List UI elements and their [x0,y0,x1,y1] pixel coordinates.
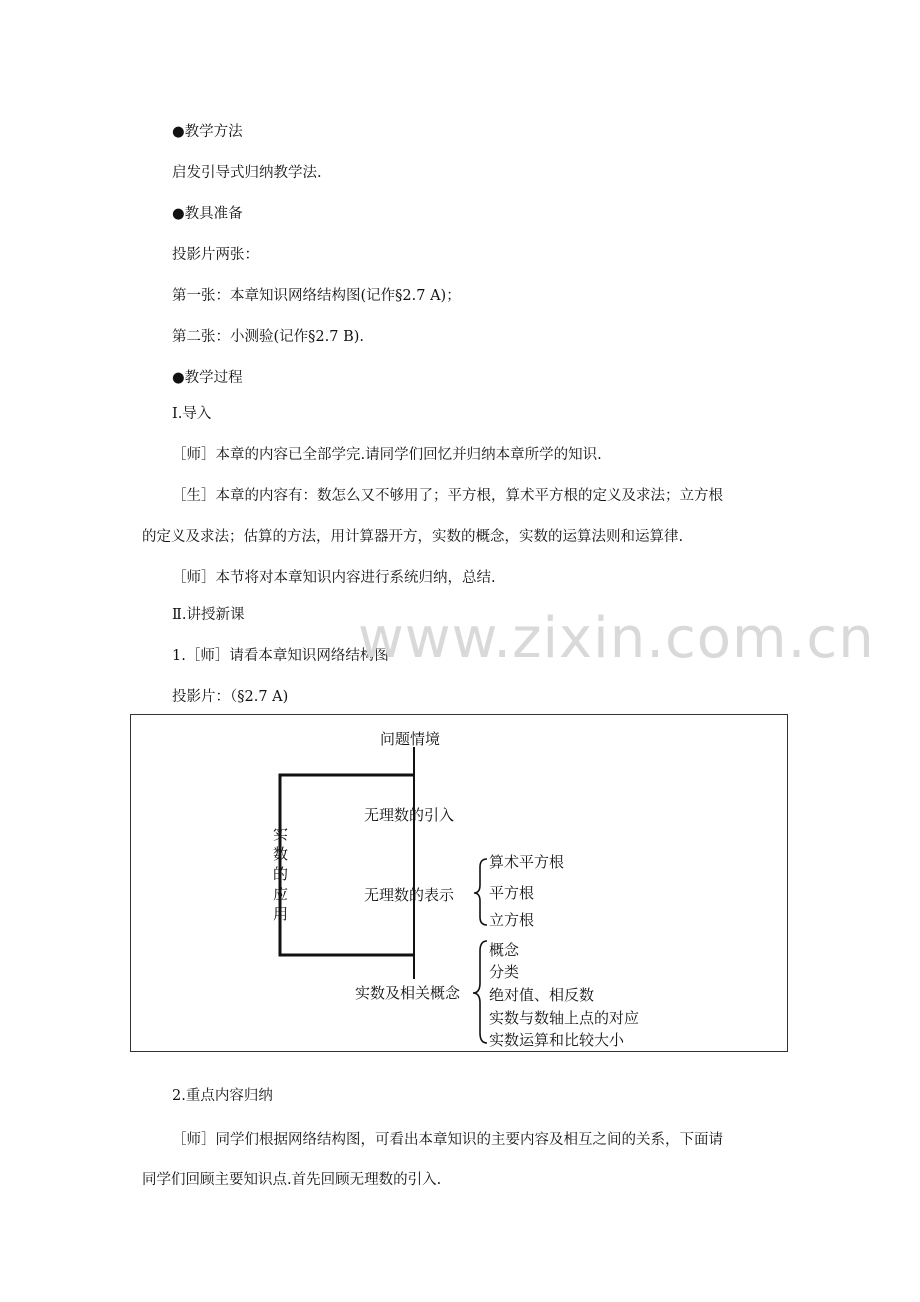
text-line: 第二张：小测验(记作§2.7 B). [172,329,364,345]
text-line: 启发引导式归纳教学法. [172,165,322,181]
side-label-char: 用 [273,905,289,923]
node-irrational-repr: 无理数的表示 [364,886,455,904]
concept-item: 概念 [489,941,520,959]
concept-item: 分类 [489,963,520,981]
text-line: 1.［师］请看本章知识网络结构图 [172,648,389,664]
side-label-char: 实 [273,825,289,843]
side-label-char: 数 [273,845,289,863]
text-line: ［师］同学们根据网络结构图，可看出本章知识的主要内容及相互之间的关系，下面请 [172,1132,723,1148]
brace-concepts [473,941,487,1043]
heading-teaching-tools: ●教具准备 [172,206,243,222]
node-problem-situation: 问题情境 [380,730,441,748]
node-irrational-intro: 无理数的引入 [364,806,455,824]
text-line: ［师］本节将对本章知识内容进行系统归纳，总结. [172,570,496,586]
text-line: ［生］本章的内容有：数怎么又不够用了；平方根，算术平方根的定义及求法；立方根 [172,488,723,504]
side-label-char: 应 [273,885,289,903]
repr-item: 算术平方根 [489,853,565,871]
repr-item: 立方根 [489,911,535,929]
section-new-lesson: Ⅱ.讲授新课 [172,607,245,623]
text-line: 投影片：（§2.7 A) [172,689,289,705]
text-line: ［师］本章的内容已全部学完.请同学们回忆并归纳本章所学的知识. [172,447,602,463]
side-label-char: 的 [273,865,289,883]
section-key-content: 2.重点内容归纳 [172,1088,273,1104]
text-line: 第一张：本章知识网络结构图(记作§2.7 A)； [172,288,461,304]
repr-item: 平方根 [489,884,535,902]
node-real-concepts: 实数及相关概念 [355,984,461,1002]
text-line: 投影片两张： [172,247,259,263]
watermark: www.zixin.com.cn [358,606,875,671]
brace-representation [474,859,487,925]
concept-item: 实数运算和比较大小 [489,1031,625,1049]
knowledge-network-diagram [130,714,788,1052]
section-intro: Ⅰ.导入 [172,406,212,422]
text-line: 同学们回顾主要知识点.首先回顾无理数的引入. [142,1172,442,1188]
application-loop [280,775,414,955]
heading-teaching-process: ●教学过程 [172,370,243,386]
diagram-canvas [131,715,789,1053]
text-line: 的定义及求法；估算的方法，用计算器开方，实数的概念，实数的运算法则和运算律. [142,529,684,545]
concept-item: 绝对值、相反数 [489,986,595,1004]
concept-item: 实数与数轴上点的对应 [489,1009,640,1027]
heading-teaching-method: ●教学方法 [172,124,243,140]
